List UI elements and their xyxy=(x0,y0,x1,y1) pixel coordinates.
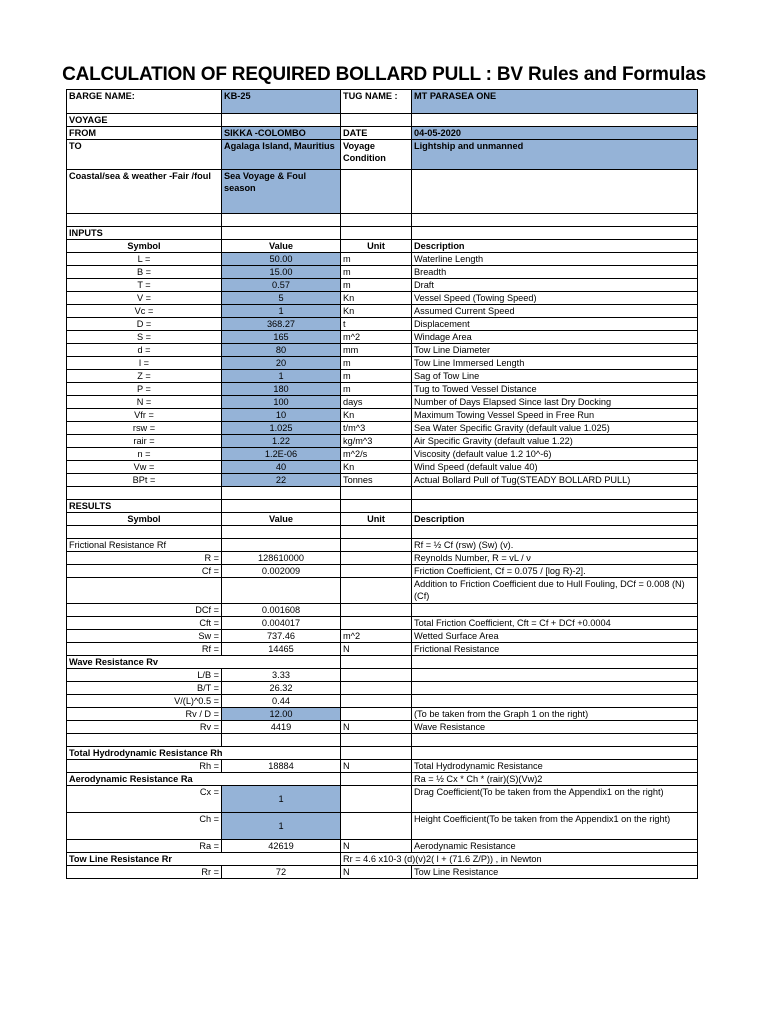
input-unit: Kn xyxy=(341,461,412,474)
input-value: 165 xyxy=(222,331,341,344)
table-cell xyxy=(341,227,412,240)
table-row xyxy=(67,656,698,669)
table-row xyxy=(67,669,698,682)
result-value: 26.32 xyxy=(222,682,341,695)
input-value: 1.2E-06 xyxy=(222,448,341,461)
coastal-weather-value: Sea Voyage & Foul season xyxy=(222,170,341,214)
barge-name-label: BARGE NAME: xyxy=(67,90,222,114)
table-row xyxy=(67,227,698,240)
table-cell xyxy=(341,734,412,747)
input-unit: kg/m^3 xyxy=(341,435,412,448)
result-unit xyxy=(341,669,412,682)
table-row xyxy=(67,813,698,840)
table-cell xyxy=(412,487,698,500)
result-unit xyxy=(341,617,412,630)
table-row xyxy=(67,140,698,170)
frictional-formula: Rf = ½ Cf (rsw) (Sw) (v). xyxy=(412,539,698,552)
table-row xyxy=(67,474,698,487)
tug-name-label: TUG NAME : xyxy=(341,90,412,114)
table-cell xyxy=(67,487,222,500)
input-unit: m^2 xyxy=(341,331,412,344)
result-value: 128610000 xyxy=(222,552,341,565)
date-value: 04-05-2020 xyxy=(412,127,698,140)
result-description xyxy=(412,682,698,695)
input-symbol: BPt = xyxy=(67,474,222,487)
input-description: Displacement xyxy=(412,318,698,331)
results-section-label: RESULTS xyxy=(67,500,222,513)
input-unit: m xyxy=(341,266,412,279)
result-unit xyxy=(341,695,412,708)
table-cell xyxy=(222,214,341,227)
col-header-description: Description xyxy=(412,240,698,253)
table-row xyxy=(67,170,698,214)
table-row xyxy=(67,866,698,879)
table-row xyxy=(67,695,698,708)
input-symbol: T = xyxy=(67,279,222,292)
from-value: SIKKA -COLOMBO xyxy=(222,127,341,140)
table-cell xyxy=(222,227,341,240)
result-unit: m^2 xyxy=(341,630,412,643)
table-row xyxy=(67,708,698,721)
table-row xyxy=(67,786,698,813)
input-symbol: Z = xyxy=(67,370,222,383)
result-symbol: Rv / D = xyxy=(67,708,222,721)
table-row xyxy=(67,565,698,578)
date-label: DATE xyxy=(341,127,412,140)
input-description: Sea Water Specific Gravity (default value 1.025) xyxy=(412,422,698,435)
table-cell xyxy=(412,214,698,227)
result-description: Addition to Friction Coefficient due to Hull Fouling, DCf = 0.008 (N) (Cf) xyxy=(412,578,698,604)
result-symbol: B/T = xyxy=(67,682,222,695)
input-description: Assumed Current Speed xyxy=(412,305,698,318)
table-cell xyxy=(222,487,341,500)
result-symbol: DCf = xyxy=(67,604,222,617)
table-cell xyxy=(412,500,698,513)
table-row xyxy=(67,253,698,266)
result-description: Height Coefficient(To be taken from the Appendix1 on the right) xyxy=(412,813,698,840)
input-description: Viscosity (default value 1.2 10^-6) xyxy=(412,448,698,461)
table-row xyxy=(67,643,698,656)
result-unit: N xyxy=(341,643,412,656)
result-value: 3.33 xyxy=(222,669,341,682)
result-description: Wetted Surface Area xyxy=(412,630,698,643)
result-value: 18884 xyxy=(222,760,341,773)
col-header-value: Value xyxy=(222,240,341,253)
table-row xyxy=(67,127,698,140)
table-cell xyxy=(341,500,412,513)
input-value: 80 xyxy=(222,344,341,357)
table-cell xyxy=(412,227,698,240)
table-cell xyxy=(341,526,412,539)
input-description: Draft xyxy=(412,279,698,292)
result-unit: N xyxy=(341,721,412,734)
input-value: 40 xyxy=(222,461,341,474)
result-description: Reynolds Number, R = vL / ν xyxy=(412,552,698,565)
input-value: 15.00 xyxy=(222,266,341,279)
table-row xyxy=(67,318,698,331)
result-description: Total Friction Coefficient, Cft = Cf + DCf +0.0004 xyxy=(412,617,698,630)
table-cell xyxy=(341,214,412,227)
from-label: FROM xyxy=(67,127,222,140)
table-row xyxy=(67,500,698,513)
input-description: Vessel Speed (Towing Speed) xyxy=(412,292,698,305)
input-symbol: B = xyxy=(67,266,222,279)
result-description: Frictional Resistance xyxy=(412,643,698,656)
table-row xyxy=(67,90,698,114)
table-row xyxy=(67,292,698,305)
to-label: TO xyxy=(67,140,222,170)
table-row xyxy=(67,370,698,383)
result-description xyxy=(412,695,698,708)
input-symbol: P = xyxy=(67,383,222,396)
col-header-description: Description xyxy=(412,513,698,526)
result-symbol: Rf = xyxy=(67,643,222,656)
input-value: 5 xyxy=(222,292,341,305)
input-description: Sag of Tow Line xyxy=(412,370,698,383)
table-row xyxy=(67,435,698,448)
input-unit: m xyxy=(341,370,412,383)
table-row xyxy=(67,279,698,292)
result-unit xyxy=(341,565,412,578)
table-row xyxy=(67,760,698,773)
input-symbol: Vc = xyxy=(67,305,222,318)
result-symbol xyxy=(67,578,222,604)
table-cell xyxy=(412,170,698,214)
table-row xyxy=(67,331,698,344)
result-unit xyxy=(341,708,412,721)
input-value: 368.27 xyxy=(222,318,341,331)
table-cell xyxy=(412,526,698,539)
result-description: Total Hydrodynamic Resistance xyxy=(412,760,698,773)
input-description: Tow Line Diameter xyxy=(412,344,698,357)
input-value: 1 xyxy=(222,370,341,383)
result-symbol: L/B = xyxy=(67,669,222,682)
aerodynamic-resistance-label: Aerodynamic Resistance Ra xyxy=(67,773,341,786)
table-row xyxy=(67,721,698,734)
table-row xyxy=(67,448,698,461)
result-unit xyxy=(341,786,412,813)
input-unit: m xyxy=(341,279,412,292)
table-row xyxy=(67,747,698,760)
input-value: 1.025 xyxy=(222,422,341,435)
table-row xyxy=(67,630,698,643)
table-cell xyxy=(222,526,341,539)
result-description xyxy=(412,669,698,682)
result-description: (To be taken from the Graph 1 on the right) xyxy=(412,708,698,721)
table-row xyxy=(67,526,698,539)
result-value: 12.00 xyxy=(222,708,341,721)
table-cell xyxy=(341,747,412,760)
barge-name-value: KB-25 xyxy=(222,90,341,114)
table-row xyxy=(67,734,698,747)
result-symbol: Cf = xyxy=(67,565,222,578)
table-row xyxy=(67,396,698,409)
input-description: Breadth xyxy=(412,266,698,279)
voyage-label: VOYAGE xyxy=(67,114,222,127)
table-row xyxy=(67,604,698,617)
input-symbol: rair = xyxy=(67,435,222,448)
input-value: 1 xyxy=(222,305,341,318)
col-header-unit: Unit xyxy=(341,513,412,526)
result-description: Wave Resistance xyxy=(412,721,698,734)
table-cell xyxy=(412,656,698,669)
result-value: 4419 xyxy=(222,721,341,734)
input-symbol: S = xyxy=(67,331,222,344)
table-cell xyxy=(341,487,412,500)
input-value: 20 xyxy=(222,357,341,370)
table-row xyxy=(67,383,698,396)
input-symbol: d = xyxy=(67,344,222,357)
table-cell xyxy=(222,539,341,552)
table-row xyxy=(67,578,698,604)
input-description: Number of Days Elapsed Since last Dry Docking xyxy=(412,396,698,409)
result-value xyxy=(222,578,341,604)
input-unit: m^2/s xyxy=(341,448,412,461)
table-cell xyxy=(341,114,412,127)
col-header-unit: Unit xyxy=(341,240,412,253)
frictional-resistance-label: Frictional Resistance Rf xyxy=(67,539,222,552)
table-cell xyxy=(341,170,412,214)
input-symbol: N = xyxy=(67,396,222,409)
input-description: Tug to Towed Vessel Distance xyxy=(412,383,698,396)
wave-resistance-label: Wave Resistance Rv xyxy=(67,656,341,669)
input-unit: Kn xyxy=(341,305,412,318)
input-symbol: D = xyxy=(67,318,222,331)
table-row xyxy=(67,853,698,866)
result-symbol: Rr = xyxy=(67,866,222,879)
input-symbol: rsw = xyxy=(67,422,222,435)
result-description: Drag Coefficient(To be taken from the Appendix1 on the right) xyxy=(412,786,698,813)
col-header-symbol: Symbol xyxy=(67,513,222,526)
input-description: Maximum Towing Vessel Speed in Free Run xyxy=(412,409,698,422)
result-unit xyxy=(341,813,412,840)
result-value: 0.002009 xyxy=(222,565,341,578)
inputs-section-label: INPUTS xyxy=(67,227,222,240)
table-cell xyxy=(412,734,698,747)
table-cell xyxy=(341,656,412,669)
input-unit: t/m^3 xyxy=(341,422,412,435)
input-value: 100 xyxy=(222,396,341,409)
result-description: Tow Line Resistance xyxy=(412,866,698,879)
input-symbol: Vw = xyxy=(67,461,222,474)
result-symbol: Ch = xyxy=(67,813,222,840)
result-value: 72 xyxy=(222,866,341,879)
table-cell xyxy=(341,773,412,786)
table-cell xyxy=(341,539,412,552)
input-unit: m xyxy=(341,253,412,266)
result-value: 14465 xyxy=(222,643,341,656)
input-unit: m xyxy=(341,383,412,396)
table-cell xyxy=(412,114,698,127)
input-value: 10 xyxy=(222,409,341,422)
result-value: 0.44 xyxy=(222,695,341,708)
table-row xyxy=(67,552,698,565)
result-symbol: Sw = xyxy=(67,630,222,643)
table-cell xyxy=(222,500,341,513)
table-cell xyxy=(412,747,698,760)
result-unit xyxy=(341,682,412,695)
table-row xyxy=(67,344,698,357)
tug-name-value: MT PARASEA ONE xyxy=(412,90,698,114)
towline-formula: Rr = 4.6 x10-3 (d)(v)2( l + (71.6 Z/P)) , in Newton xyxy=(341,853,698,866)
result-unit xyxy=(341,552,412,565)
result-value: 42619 xyxy=(222,840,341,853)
table-row xyxy=(67,617,698,630)
input-value: 180 xyxy=(222,383,341,396)
result-unit xyxy=(341,578,412,604)
table-row xyxy=(67,487,698,500)
page-title: CALCULATION OF REQUIRED BOLLARD PULL : BV Rules and Formulas xyxy=(62,64,706,85)
input-description: Wind Speed (default value 40) xyxy=(412,461,698,474)
result-unit xyxy=(341,604,412,617)
input-description: Actual Bollard Pull of Tug(STEADY BOLLARD PULL) xyxy=(412,474,698,487)
coastal-weather-label: Coastal/sea & weather -Fair /foul xyxy=(67,170,222,214)
table-row xyxy=(67,539,698,552)
input-value: 50.00 xyxy=(222,253,341,266)
result-description: Aerodynamic Resistance xyxy=(412,840,698,853)
input-symbol: L = xyxy=(67,253,222,266)
result-unit: N xyxy=(341,866,412,879)
aerodynamic-formula: Ra = ½ Cx * Ch * (rair)(S)(Vw)2 xyxy=(412,773,698,786)
input-unit: mm xyxy=(341,344,412,357)
col-header-symbol: Symbol xyxy=(67,240,222,253)
input-unit: days xyxy=(341,396,412,409)
table-row xyxy=(67,422,698,435)
table-row xyxy=(67,682,698,695)
result-value: 737.46 xyxy=(222,630,341,643)
input-description: Air Specific Gravity (default value 1.22) xyxy=(412,435,698,448)
table-row xyxy=(67,461,698,474)
table-row xyxy=(67,409,698,422)
hydrodynamic-resistance-label: Total Hydrodynamic Resistance Rh xyxy=(67,747,341,760)
towline-resistance-label: Tow Line Resistance Rr xyxy=(67,853,341,866)
table-row xyxy=(67,114,698,127)
result-value: 1 xyxy=(222,813,341,840)
input-value: 22 xyxy=(222,474,341,487)
table-row xyxy=(67,357,698,370)
input-symbol: Vfr = xyxy=(67,409,222,422)
input-symbol: V = xyxy=(67,292,222,305)
voyage-condition-value: Lightship and unmanned xyxy=(412,140,698,170)
input-symbol: l = xyxy=(67,357,222,370)
table-row xyxy=(67,240,698,253)
result-unit: N xyxy=(341,840,412,853)
result-value: 0.001608 xyxy=(222,604,341,617)
input-value: 1.22 xyxy=(222,435,341,448)
input-symbol: n = xyxy=(67,448,222,461)
result-symbol: R = xyxy=(67,552,222,565)
input-description: Windage Area xyxy=(412,331,698,344)
table-row xyxy=(67,305,698,318)
result-symbol: Cft = xyxy=(67,617,222,630)
input-unit: Tonnes xyxy=(341,474,412,487)
result-description xyxy=(412,604,698,617)
result-symbol: Ra = xyxy=(67,840,222,853)
calculation-table xyxy=(66,89,698,879)
input-unit: m xyxy=(341,357,412,370)
table-row xyxy=(67,266,698,279)
table-row xyxy=(67,840,698,853)
input-value: 0.57 xyxy=(222,279,341,292)
result-symbol: Rh = xyxy=(67,760,222,773)
input-unit: t xyxy=(341,318,412,331)
table-row xyxy=(67,513,698,526)
result-unit: N xyxy=(341,760,412,773)
result-symbol: V/(L)^0.5 = xyxy=(67,695,222,708)
voyage-condition-label: Voyage Condition xyxy=(341,140,412,170)
input-unit: Kn xyxy=(341,409,412,422)
col-header-value: Value xyxy=(222,513,341,526)
table-cell xyxy=(67,734,222,747)
result-value: 0.004017 xyxy=(222,617,341,630)
input-description: Waterline Length xyxy=(412,253,698,266)
result-description: Friction Coefficient, Cf = 0.075 / [log R)-2]. xyxy=(412,565,698,578)
bollard-pull-sheet xyxy=(66,89,697,879)
input-unit: Kn xyxy=(341,292,412,305)
table-cell xyxy=(222,734,341,747)
input-description: Tow Line Immersed Length xyxy=(412,357,698,370)
result-value: 1 xyxy=(222,786,341,813)
result-symbol: Rv = xyxy=(67,721,222,734)
table-cell xyxy=(67,214,222,227)
table-row xyxy=(67,773,698,786)
table-row xyxy=(67,214,698,227)
result-symbol: Cx = xyxy=(67,786,222,813)
to-value: Agalaga Island, Mauritius xyxy=(222,140,341,170)
table-cell xyxy=(67,526,222,539)
table-cell xyxy=(222,114,341,127)
